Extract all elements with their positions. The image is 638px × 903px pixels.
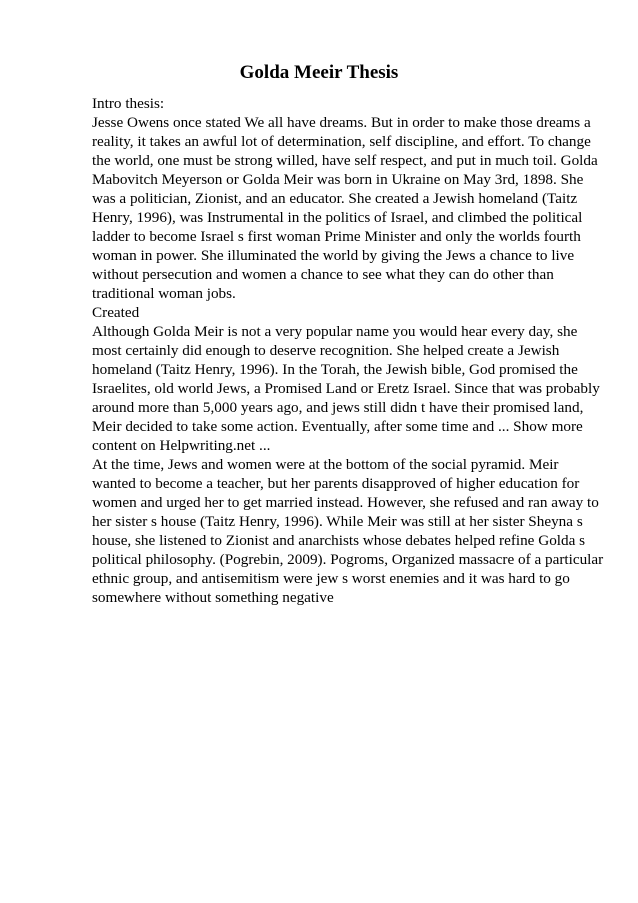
text-line: ladder to become Israel s first woman Prime Minister and only the worlds fourth xyxy=(92,228,581,245)
document-body xyxy=(92,94,604,607)
text-line: Israelites, old world Jews, a Promised Land or Eretz Israel. Since that was probably xyxy=(92,380,600,397)
text-line: was a politician, Zionist, and an educator. She created a Jewish homeland (Taitz xyxy=(92,190,578,207)
section-heading: Created xyxy=(92,304,140,321)
text-line: Meir decided to take some action. Eventually, after some time and ... Show more xyxy=(92,418,583,435)
text-line: content on Helpwriting.net ... xyxy=(92,437,271,454)
text-line: most certainly did enough to deserve recognition. She helped create a Jewish xyxy=(92,342,560,359)
text-line: somewhere without something negative xyxy=(92,589,334,606)
text-line: homeland (Taitz Henry, 1996). In the Torah, the Jewish bible, God promised the xyxy=(92,361,578,378)
text-line: without persecution and women a chance to see what they can do other than xyxy=(92,266,554,283)
text-line: wanted to become a teacher, but her parents disapproved of higher education for xyxy=(92,475,580,492)
text-line: house, she listened to Zionist and anarchists whose debates helped refine Golda s xyxy=(92,532,586,549)
text-line: reality, it takes an awful lot of determination, self discipline, and effort. To change xyxy=(92,133,591,150)
text-line: ethnic group, and antisemitism were jew s worst enemies and it was hard to go xyxy=(92,570,570,587)
text-line: women and urged her to get married instead. However, she refused and ran away to xyxy=(92,494,599,511)
text-line: around more than 5,000 years ago, and jews still didn t have their promised land, xyxy=(92,399,584,416)
text-line: the world, one must be strong willed, have self respect, and put in much toil. Golda xyxy=(92,152,598,169)
text-line: Although Golda Meir is not a very popular name you would hear every day, she xyxy=(92,323,578,340)
text-line: Jesse Owens once stated We all have dreams. But in order to make those dreams a xyxy=(92,114,591,131)
text-line: her sister s house (Taitz Henry, 1996). While Meir was still at her sister Sheyna s xyxy=(92,513,583,530)
text-line: traditional woman jobs. xyxy=(92,285,236,302)
text-line: At the time, Jews and women were at the bottom of the social pyramid. Meir xyxy=(92,456,559,473)
text-line: Mabovitch Meyerson or Golda Meir was born in Ukraine on May 3rd, 1898. She xyxy=(92,171,584,188)
text-line: Intro thesis: xyxy=(92,95,165,112)
text-line: political philosophy. (Pogrebin, 2009). Pogroms, Organized massacre of a particular xyxy=(92,551,604,568)
document-title: Golda Meeir Thesis xyxy=(239,62,399,83)
text-line: woman in power. She illuminated the world by giving the Jews a chance to live xyxy=(92,247,575,264)
text-line: Henry, 1996), was Instrumental in the politics of Israel, and climbed the political xyxy=(92,209,583,226)
